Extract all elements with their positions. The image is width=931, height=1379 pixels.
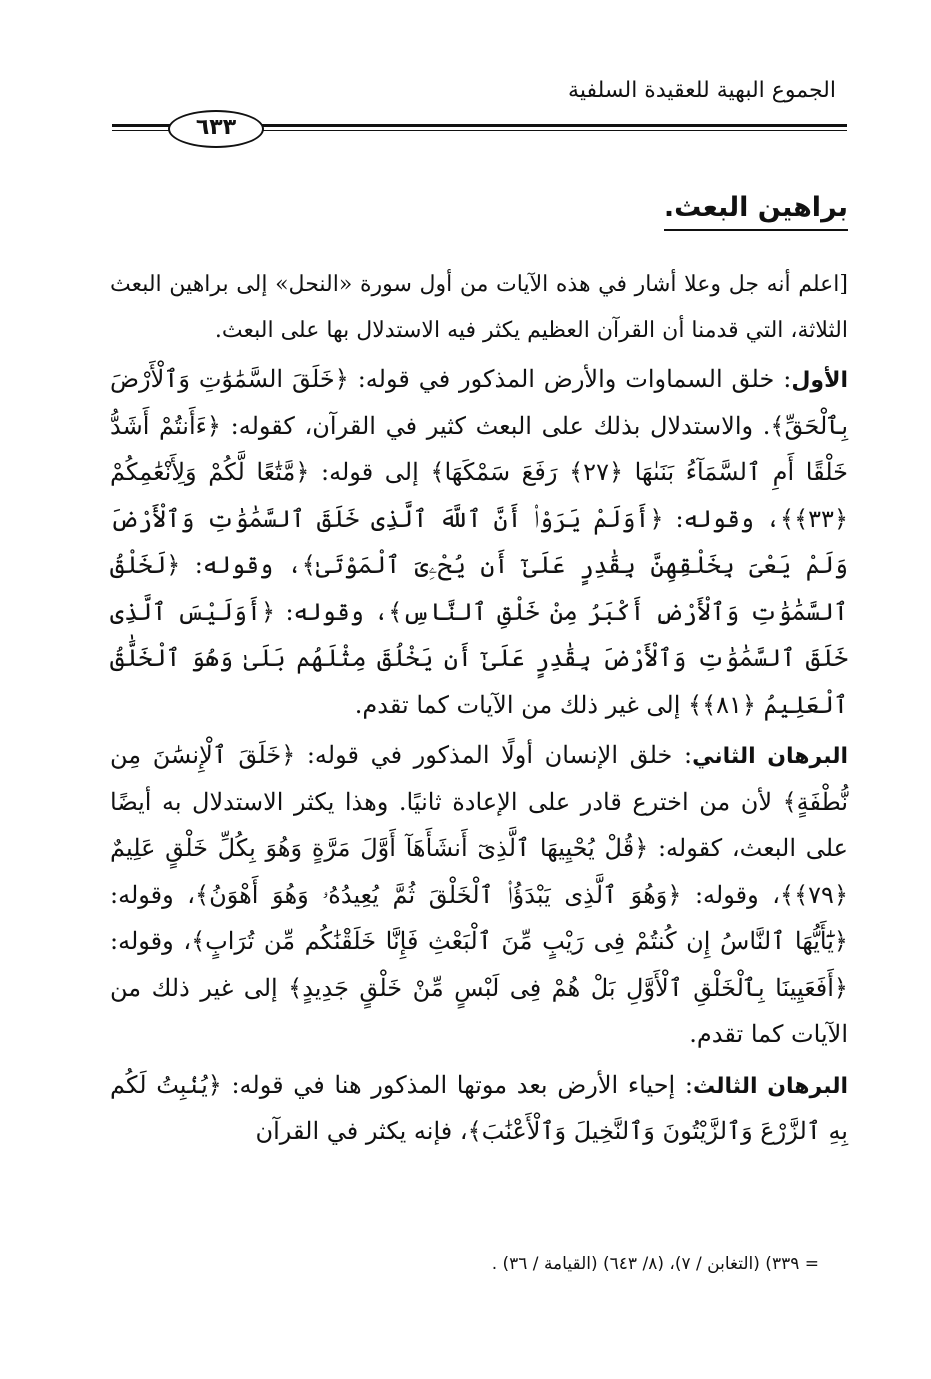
running-header: الجموع البهية للعقيدة السلفية: [568, 78, 836, 103]
paragraph-second-proof: [110, 733, 848, 1059]
page-number: ٦٣٣: [168, 110, 264, 148]
footnote: = ٣٣٩) (التغابن / ٧)، (٨/ ٦٤٣) (القيامة / ٣٦) .: [491, 1254, 819, 1274]
body-text: [110, 262, 848, 1160]
second-proof-lead: البرهان الثاني: [692, 744, 848, 769]
paragraph-first-proof: [110, 357, 848, 729]
second-proof-text: : خلق الإنسان أولًا المذكور في قوله: ﴿خَلَقَ ٱلْإِنسَٰنَ مِن نُّطْفَةٍ﴾ لأن من اخترع قادر على الإعادة ثانيًا. وهذا يكثر الاستدلال به أيضًا على البعث، كقوله: ﴿قُلْ يُحْيِيهَا ٱلَّذِىٓ أَنشَأَهَآ أَوَّلَ مَرَّةٍ وَهُوَ بِكُلِّ خَلْقٍ عَلِيمٌ ﴿٧٩﴾﴾، وقوله: ﴿وَهُوَ ٱلَّذِى يَبْدَؤُا۟ ٱلْخَلْقَ ثُمَّ يُعِيدُهُۥ وَهُوَ أَهْوَنُ﴾، وقوله: ﴿يَٰٓأَيُّهَا ٱلنَّاسُ إِن كُنتُمْ فِى رَيْبٍ مِّنَ ٱلْبَعْثِ فَإِنَّا خَلَقْنَٰكُم مِّن تُرَابٍ﴾، وقوله: ﴿أَفَعَيِينَا بِٱلْخَلْقِ ٱلْأَوَّلِ بَلْ هُمْ فِى لَبْسٍ مِّنْ خَلْقٍ جَدِيدٍ﴾ إلى غير ذلك من الآيات كما تقدم.: [110, 741, 848, 1048]
paragraph-third-proof: [110, 1063, 848, 1156]
first-proof-text: : خلق السماوات والأرض المذكور في قوله: ﴿خَلَقَ السَّمَٰوَٰتِ وَٱلْأَرْضَ بِٱلْحَقِّ﴾. والاستدلال بذلك على البعث كثير في القرآن، كقوله: ﴿ءَأَنتُمْ أَشَدُّ خَلْقًا أَمِ ٱلسَّمَآءُ بَنَىٰهَا ﴿٢٧﴾ رَفَعَ سَمْكَهَا﴾ إلى قوله: ﴿مَّتَٰعًا لَّكُمْ وَلِأَنْعَٰمِكُمْ ﴿٣٣﴾﴾، وقوله: ﴿أَوَلَمْ يَرَوْا۟ أَنَّ ٱللَّهَ ٱلَّذِى خَلَقَ ٱلسَّمَٰوَٰتِ وَٱلْأَرْضَ وَلَمْ يَعْىَ بِخَلْقِهِنَّ بِقَٰدِرٍ عَلَىٰٓ أَن يُحْۦِىَ ٱلْمَوْتَىٰ﴾، وقوله: ﴿لَخَلْقُ ٱلسَّمَٰوَٰتِ وَٱلْأَرْضِ أَكْبَرُ مِنْ خَلْقِ ٱلنَّاسِ﴾، وقوله: ﴿أَوَلَيْسَ ٱلَّذِى خَلَقَ ٱلسَّمَٰوَٰتِ وَٱلْأَرْضَ بِقَٰدِرٍ عَلَىٰٓ أَن يَخْلُقَ مِثْلَهُم بَلَىٰ وَهُوَ ٱلْخَلَّٰقُ ٱلْعَلِيمُ ﴿٨١﴾﴾ إلى غير ذلك من الآيات كما تقدم.: [110, 365, 849, 719]
section-title: براهين البعث.: [664, 192, 848, 231]
paragraph-intro: [اعلم أنه جل وعلا أشار في هذه الآيات من أول سورة «النحل» إلى براهين البعث الثلاثة، التي قدمنا أن القرآن العظيم يكثر فيه الاستدلال بها على البعث.: [110, 272, 848, 343]
first-proof-lead: الأول: [791, 368, 848, 393]
third-proof-lead: البرهان الثالث: [692, 1073, 849, 1099]
third-proof-text: : إحياء الأرض بعد موتها المذكور هنا في قوله: ﴿يُنۢبِتُ لَكُم بِهِ ٱلزَّرْعَ وَٱلزَّيْتُونَ وَٱلنَّخِيلَ وَٱلْأَعْنَٰبَ﴾، فإنه يكثر في القرآن: [110, 1070, 848, 1145]
